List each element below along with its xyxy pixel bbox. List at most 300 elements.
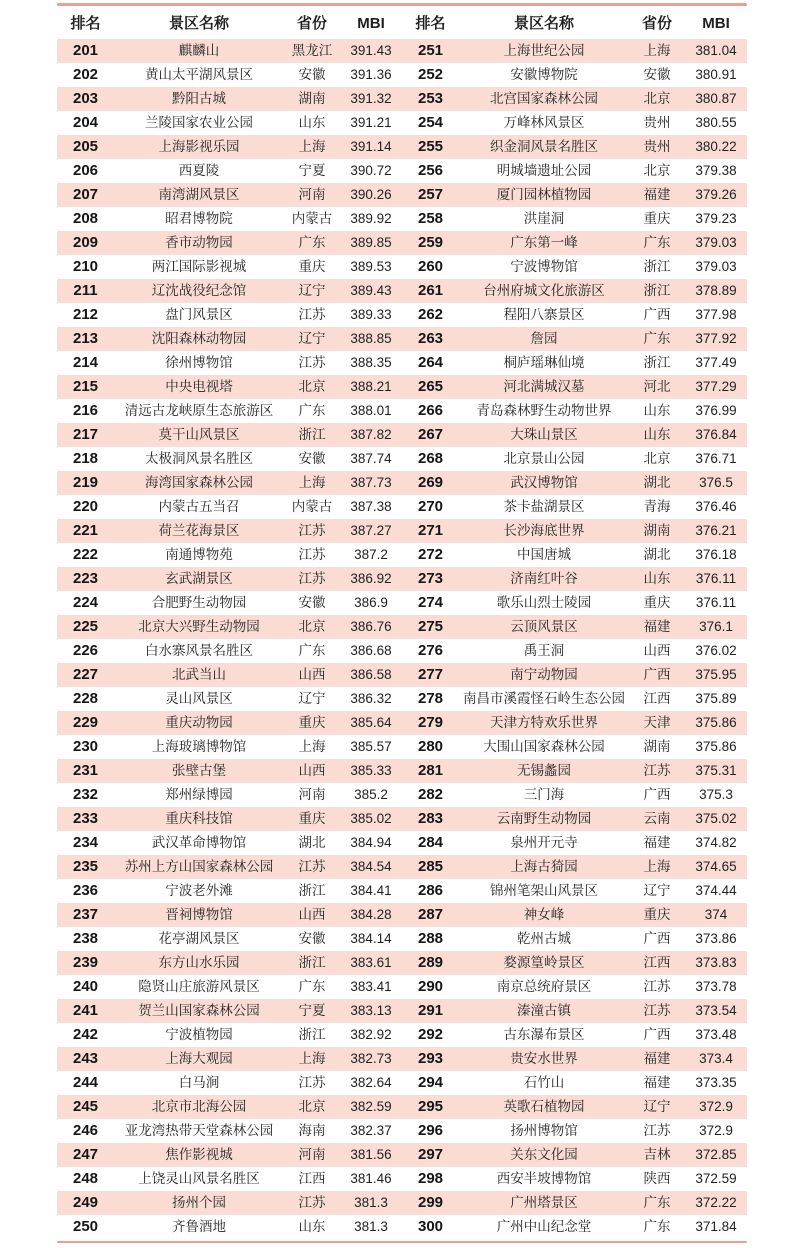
rank-cell-right: 295: [417, 1098, 444, 1115]
header-name-left: 景区名称: [168, 15, 229, 32]
table-row: [57, 447, 747, 471]
province-cell-left: 内蒙古: [291, 499, 333, 514]
scenic-area-name-cell-right: 禹王洞: [523, 643, 565, 658]
rank-cell-left: 237: [72, 906, 99, 923]
scenic-area-name-cell-right: 武汉博物馆: [510, 475, 578, 490]
rank-cell-right: 258: [417, 210, 444, 227]
mbi-cell-left: 387.27: [350, 523, 392, 538]
rank-cell-left: 244: [72, 1074, 99, 1091]
mbi-cell-right: 375.89: [695, 691, 737, 706]
rank-cell-left: 228: [72, 690, 99, 707]
mbi-cell-right: 373.86: [695, 931, 737, 946]
province-cell-right: 湖南: [643, 739, 671, 754]
scenic-area-name-cell-right: 织金洞风景名胜区: [490, 139, 598, 154]
mbi-cell-left: 385.64: [350, 715, 392, 730]
province-cell-left: 河南: [298, 187, 326, 202]
mbi-cell-left: 386.68: [350, 643, 392, 658]
rank-cell-right: 254: [417, 114, 444, 131]
province-cell-left: 浙江: [298, 1027, 326, 1042]
scenic-area-name-cell-left: 中央电视塔: [165, 379, 233, 394]
mbi-cell-left: 387.38: [350, 499, 392, 514]
header-mbi-left: MBI: [357, 15, 385, 32]
province-cell-right: 福建: [643, 835, 671, 850]
mbi-cell-left: 390.26: [350, 187, 392, 202]
scenic-area-name-cell-right: 英歌石植物园: [503, 1099, 585, 1114]
mbi-cell-left: 381.56: [350, 1147, 392, 1162]
scenic-area-name-cell-left: 焦作影视城: [165, 1147, 233, 1162]
province-cell-left: 海南: [298, 1123, 326, 1138]
mbi-cell-left: 387.82: [350, 427, 392, 442]
table-row: [57, 255, 747, 279]
scenic-area-name-cell-left: 花亭湖风景区: [158, 931, 240, 946]
province-cell-right: 天津: [643, 715, 671, 730]
header-rank-left: 排名: [70, 15, 101, 32]
province-cell-left: 江苏: [298, 571, 326, 586]
rank-cell-left: 247: [72, 1146, 99, 1163]
rank-cell-right: 265: [417, 378, 444, 395]
mbi-cell-right: 376.21: [695, 523, 737, 538]
mbi-cell-left: 388.01: [350, 403, 392, 418]
mbi-cell-right: 380.55: [695, 115, 737, 130]
mbi-cell-left: 383.41: [350, 979, 392, 994]
mbi-cell-right: 380.87: [695, 91, 737, 106]
rank-cell-left: 211: [73, 282, 98, 299]
province-cell-right: 上海: [643, 859, 671, 874]
province-cell-left: 上海: [298, 139, 326, 154]
province-cell-left: 北京: [298, 619, 326, 634]
scenic-area-name-cell-right: 歌乐山烈士陵园: [496, 595, 592, 610]
mbi-cell-left: 388.35: [350, 355, 392, 370]
province-cell-left: 安徽: [298, 595, 326, 610]
scenic-area-name-cell-left: 北京市北海公园: [151, 1099, 247, 1114]
scenic-area-name-cell-left: 香市动物园: [165, 235, 233, 250]
table-row: [57, 807, 747, 831]
mbi-cell-right: 375.95: [695, 667, 737, 682]
rank-cell-right: 261: [417, 282, 444, 299]
table-row: [57, 831, 747, 855]
province-cell-left: 山西: [298, 667, 326, 682]
scenic-area-name-cell-right: 大围山国家森林公园: [483, 739, 605, 754]
table-body: [57, 39, 747, 1239]
province-cell-right: 北京: [643, 91, 671, 106]
scenic-area-name-cell-left: 沈阳森林动物园: [151, 331, 247, 346]
rank-cell-left: 233: [72, 810, 99, 827]
province-cell-right: 安徽: [643, 67, 671, 82]
table-row: [57, 183, 747, 207]
mbi-cell-left: 391.21: [350, 115, 392, 130]
province-cell-right: 浙江: [643, 283, 671, 298]
scenic-area-name-cell-left: 上海影视乐园: [158, 139, 240, 154]
rank-cell-right: 257: [417, 186, 444, 203]
mbi-cell-right: 377.92: [695, 331, 737, 346]
rank-cell-right: 275: [417, 618, 444, 635]
mbi-cell-left: 386.76: [350, 619, 392, 634]
rank-cell-right: 290: [417, 978, 444, 995]
scenic-area-name-cell-right: 广州塔景区: [510, 1195, 578, 1210]
scenic-area-name-cell-left: 合肥野生动物园: [151, 595, 247, 610]
scenic-area-name-cell-right: 天津方特欢乐世界: [490, 715, 598, 730]
province-cell-right: 河北: [643, 379, 671, 394]
scenic-area-name-cell-left: 辽沈战役纪念馆: [151, 283, 247, 298]
rank-cell-right: 276: [417, 642, 444, 659]
rank-cell-left: 250: [72, 1218, 99, 1235]
rank-cell-left: 242: [72, 1026, 99, 1043]
mbi-cell-left: 381.46: [350, 1171, 392, 1186]
rank-cell-right: 268: [417, 450, 444, 467]
mbi-cell-right: 376.5: [699, 475, 733, 490]
mbi-cell-right: 380.91: [695, 67, 737, 82]
rank-cell-left: 224: [72, 594, 99, 611]
rank-cell-right: 263: [417, 330, 444, 347]
mbi-cell-left: 387.74: [350, 451, 392, 466]
mbi-cell-left: 381.3: [354, 1195, 388, 1210]
scenic-area-name-cell-right: 南京总统府景区: [496, 979, 592, 994]
scenic-area-name-cell-right: 贵安水世界: [510, 1051, 578, 1066]
province-cell-left: 辽宁: [298, 331, 326, 346]
province-cell-right: 湖北: [643, 547, 671, 562]
province-cell-left: 广东: [298, 235, 326, 250]
table-row: [57, 711, 747, 735]
table-row: [57, 1047, 747, 1071]
province-cell-left: 浙江: [298, 427, 326, 442]
mbi-cell-right: 378.89: [695, 283, 737, 298]
scenic-area-name-cell-right: 明城墙遗址公园: [496, 163, 592, 178]
rank-cell-left: 249: [72, 1194, 99, 1211]
rank-cell-right: 285: [417, 858, 444, 875]
rank-cell-right: 281: [417, 762, 444, 779]
mbi-cell-right: 380.22: [695, 139, 737, 154]
mbi-cell-right: 379.03: [695, 259, 737, 274]
province-cell-right: 吉林: [643, 1147, 671, 1162]
mbi-cell-right: 373.4: [699, 1051, 733, 1066]
rank-cell-left: 238: [72, 930, 99, 947]
mbi-cell-left: 384.28: [350, 907, 392, 922]
scenic-area-name-cell-left: 太极洞风景名胜区: [145, 451, 253, 466]
province-cell-left: 江苏: [298, 523, 326, 538]
rank-cell-right: 272: [417, 546, 444, 563]
mbi-cell-left: 385.2: [354, 787, 388, 802]
scenic-area-name-cell-right: 关东文化园: [510, 1147, 578, 1162]
mbi-cell-left: 384.54: [350, 859, 392, 874]
table-row: [57, 567, 747, 591]
province-cell-left: 辽宁: [298, 691, 326, 706]
rank-cell-left: 206: [72, 162, 99, 179]
province-cell-right: 福建: [643, 187, 671, 202]
rank-cell-right: 253: [417, 90, 444, 107]
province-cell-left: 浙江: [298, 883, 326, 898]
province-cell-right: 广西: [643, 307, 671, 322]
scenic-area-name-cell-right: 北京景山公园: [503, 451, 585, 466]
scenic-area-name-cell-right: 神女峰: [523, 907, 565, 922]
rank-cell-left: 236: [72, 882, 99, 899]
province-cell-left: 河南: [298, 1147, 326, 1162]
mbi-cell-right: 379.38: [695, 163, 737, 178]
mbi-cell-right: 373.54: [695, 1003, 737, 1018]
rank-cell-right: 288: [417, 930, 444, 947]
rank-cell-left: 241: [72, 1002, 99, 1019]
rank-cell-left: 226: [72, 642, 99, 659]
mbi-cell-left: 389.85: [350, 235, 392, 250]
rank-cell-right: 270: [417, 498, 444, 515]
province-cell-right: 重庆: [643, 211, 671, 226]
scenic-area-name-cell-right: 南昌市溪霞怪石岭生态公园: [463, 691, 625, 706]
scenic-area-name-cell-left: 黔阳古城: [172, 91, 226, 106]
mbi-cell-right: 372.22: [695, 1195, 737, 1210]
mbi-cell-left: 381.3: [354, 1219, 388, 1234]
province-cell-right: 广西: [643, 667, 671, 682]
rank-cell-right: 252: [417, 66, 444, 83]
scenic-area-name-cell-left: 重庆动物园: [165, 715, 233, 730]
province-cell-left: 上海: [298, 739, 326, 754]
rank-cell-left: 215: [72, 378, 99, 395]
province-cell-left: 江苏: [298, 1195, 326, 1210]
rank-cell-left: 208: [72, 210, 99, 227]
mbi-cell-left: 387.73: [350, 475, 392, 490]
mbi-cell-right: 375.31: [695, 763, 737, 778]
province-cell-left: 湖北: [298, 835, 326, 850]
table-row: [57, 783, 747, 807]
province-cell-left: 江西: [298, 1171, 326, 1186]
scenic-area-name-cell-left: 西夏陵: [178, 163, 220, 178]
rank-cell-left: 216: [72, 402, 99, 419]
mbi-cell-right: 376.11: [695, 595, 737, 610]
rank-cell-left: 223: [72, 570, 99, 587]
province-cell-left: 广东: [298, 643, 326, 658]
rank-cell-right: 289: [417, 954, 444, 971]
mbi-cell-left: 383.13: [350, 1003, 392, 1018]
table-row: [57, 639, 747, 663]
province-cell-right: 辽宁: [643, 883, 671, 898]
mbi-cell-left: 391.14: [350, 139, 392, 154]
province-cell-left: 湖南: [298, 91, 326, 106]
mbi-cell-left: 384.14: [350, 931, 392, 946]
table-row: [57, 759, 747, 783]
table-row: [57, 735, 747, 759]
table-row: [57, 135, 747, 159]
scenic-area-name-cell-left: 北武当山: [172, 667, 226, 682]
mbi-cell-right: 377.29: [695, 379, 737, 394]
province-cell-right: 广西: [643, 787, 671, 802]
mbi-cell-right: 377.98: [695, 307, 737, 322]
rank-cell-right: 286: [417, 882, 444, 899]
table-row: [57, 1191, 747, 1215]
province-cell-right: 重庆: [643, 595, 671, 610]
scenic-area-name-cell-right: 云南野生动物园: [496, 811, 592, 826]
table-row: [57, 423, 747, 447]
scenic-area-name-cell-left: 内蒙古五当召: [158, 499, 240, 514]
rank-cell-left: 203: [72, 90, 99, 107]
mbi-cell-right: 381.04: [695, 43, 737, 58]
rank-cell-left: 209: [72, 234, 99, 251]
province-cell-right: 山西: [643, 643, 671, 658]
rank-cell-left: 213: [72, 330, 99, 347]
province-cell-left: 江苏: [298, 307, 326, 322]
scenic-area-name-cell-left: 海湾国家森林公园: [145, 475, 253, 490]
mbi-cell-right: 379.03: [695, 235, 737, 250]
province-cell-left: 重庆: [298, 715, 326, 730]
rank-cell-left: 204: [72, 114, 99, 131]
province-cell-right: 陕西: [643, 1171, 671, 1186]
table-row: [57, 927, 747, 951]
header-province-left: 省份: [296, 15, 327, 32]
mbi-cell-right: 372.59: [695, 1171, 737, 1186]
mbi-cell-left: 389.92: [350, 211, 392, 226]
rank-cell-left: 231: [72, 762, 99, 779]
rank-cell-right: 278: [417, 690, 444, 707]
scenic-area-name-cell-left: 重庆科技馆: [165, 811, 233, 826]
mbi-cell-left: 388.85: [350, 331, 392, 346]
mbi-cell-right: 379.23: [695, 211, 737, 226]
rank-cell-left: 214: [72, 354, 99, 371]
mbi-cell-left: 382.64: [350, 1075, 392, 1090]
scenic-area-name-cell-right: 洪崖洞: [523, 211, 565, 226]
mbi-cell-left: 387.2: [354, 547, 388, 562]
rank-cell-right: 260: [417, 258, 444, 275]
table-row: [57, 999, 747, 1023]
rank-cell-right: 251: [417, 42, 444, 59]
scenic-area-name-cell-right: 广东第一峰: [510, 235, 578, 250]
rank-cell-right: 280: [417, 738, 444, 755]
rank-cell-left: 202: [72, 66, 99, 83]
table-row: [57, 63, 747, 87]
table-row: [57, 879, 747, 903]
rank-cell-left: 218: [72, 450, 99, 467]
table-row: [57, 1143, 747, 1167]
scenic-area-name-cell-left: 上饶灵山风景名胜区: [138, 1171, 260, 1186]
province-cell-left: 安徽: [298, 931, 326, 946]
scenic-area-name-cell-right: 安徽博物院: [510, 67, 578, 82]
mbi-cell-right: 373.83: [695, 955, 737, 970]
province-cell-right: 广西: [643, 931, 671, 946]
province-cell-left: 广东: [298, 403, 326, 418]
scenic-area-name-cell-right: 南宁动物园: [510, 667, 578, 682]
province-cell-right: 江西: [643, 955, 671, 970]
mbi-cell-right: 374.82: [695, 835, 737, 850]
province-cell-left: 山西: [298, 763, 326, 778]
province-cell-left: 安徽: [298, 67, 326, 82]
scenic-area-name-cell-right: 无锡蠡园: [517, 763, 571, 778]
table-header: [57, 9, 747, 39]
mbi-cell-right: 374: [704, 907, 728, 922]
rank-cell-left: 235: [72, 858, 99, 875]
rank-cell-right: 287: [417, 906, 444, 923]
mbi-cell-right: 376.46: [695, 499, 737, 514]
province-cell-left: 广东: [298, 979, 326, 994]
bottom-divider: [57, 1241, 747, 1243]
rank-cell-right: 291: [417, 1002, 444, 1019]
rank-cell-left: 243: [72, 1050, 99, 1067]
mbi-cell-left: 385.02: [350, 811, 392, 826]
mbi-cell-right: 373.48: [695, 1027, 737, 1042]
province-cell-left: 北京: [298, 379, 326, 394]
scenic-area-name-cell-right: 锦州笔架山风景区: [490, 883, 598, 898]
table-row: [57, 207, 747, 231]
rank-cell-right: 267: [417, 426, 444, 443]
table-row: [57, 615, 747, 639]
scenic-area-name-cell-right: 广州中山纪念堂: [496, 1219, 592, 1234]
mbi-cell-left: 382.92: [350, 1027, 392, 1042]
rank-cell-right: 271: [417, 522, 444, 539]
scenic-area-name-cell-left: 徐州博物馆: [165, 355, 233, 370]
mbi-cell-right: 376.02: [695, 643, 737, 658]
scenic-area-name-cell-left: 黄山太平湖风景区: [145, 67, 253, 82]
mbi-cell-right: 375.3: [699, 787, 733, 802]
rank-cell-right: 282: [417, 786, 444, 803]
scenic-area-name-cell-left: 苏州上方山国家森林公园: [124, 859, 274, 874]
scenic-area-name-cell-left: 郑州绿博园: [165, 787, 233, 802]
rank-cell-left: 220: [72, 498, 99, 515]
province-cell-right: 山东: [643, 403, 671, 418]
province-cell-right: 湖北: [643, 475, 671, 490]
mbi-cell-right: 373.78: [695, 979, 737, 994]
mbi-cell-left: 391.43: [350, 43, 392, 58]
table-row: [57, 303, 747, 327]
mbi-cell-left: 389.43: [350, 283, 392, 298]
table-row: [57, 1119, 747, 1143]
province-cell-right: 山东: [643, 571, 671, 586]
rank-cell-right: 298: [417, 1170, 444, 1187]
scenic-area-name-cell-right: 茶卡盐湖景区: [503, 499, 585, 514]
rank-cell-right: 259: [417, 234, 444, 251]
mbi-cell-left: 386.9: [354, 595, 388, 610]
province-cell-left: 辽宁: [298, 283, 326, 298]
province-cell-right: 重庆: [643, 907, 671, 922]
rank-cell-left: 205: [72, 138, 99, 155]
mbi-cell-right: 375.86: [695, 715, 737, 730]
province-cell-left: 重庆: [298, 811, 326, 826]
province-cell-left: 河南: [298, 787, 326, 802]
table-row: [57, 903, 747, 927]
scenic-area-name-cell-right: 上海世纪公园: [503, 43, 585, 58]
mbi-cell-right: 376.1: [699, 619, 733, 634]
table-row: [57, 1023, 747, 1047]
province-cell-right: 贵州: [643, 115, 671, 130]
rank-cell-left: 217: [72, 426, 99, 443]
rank-cell-right: 266: [417, 402, 444, 419]
header-mbi-right: MBI: [702, 15, 730, 32]
province-cell-right: 北京: [643, 451, 671, 466]
mbi-cell-left: 391.36: [350, 67, 392, 82]
rank-cell-right: 279: [417, 714, 444, 731]
scenic-area-name-cell-right: 泉州开元寺: [510, 835, 578, 850]
scenic-area-name-cell-right: 济南红叶谷: [510, 571, 578, 586]
province-cell-left: 江苏: [298, 859, 326, 874]
table-row: [57, 543, 747, 567]
mbi-cell-right: 372.9: [699, 1099, 733, 1114]
scenic-area-name-cell-left: 宁波植物园: [165, 1027, 233, 1042]
table-row: [57, 111, 747, 135]
province-cell-left: 山西: [298, 907, 326, 922]
province-cell-left: 北京: [298, 1099, 326, 1114]
scenic-area-name-cell-left: 东方山水乐园: [158, 955, 240, 970]
mbi-cell-right: 372.9: [699, 1123, 733, 1138]
top-divider: [57, 3, 747, 6]
scenic-area-name-cell-right: 詹园: [530, 331, 558, 346]
scenic-area-name-cell-right: 中国唐城: [517, 547, 571, 562]
scenic-area-name-cell-right: 北宫国家森林公园: [490, 91, 598, 106]
scenic-area-name-cell-right: 上海古猗园: [510, 859, 578, 874]
rank-cell-right: 292: [417, 1026, 444, 1043]
scenic-area-name-cell-right: 青岛森林野生动物世界: [476, 403, 612, 418]
mbi-cell-right: 376.18: [695, 547, 737, 562]
scenic-area-name-cell-left: 贺兰山国家森林公园: [138, 1003, 260, 1018]
rank-cell-right: 296: [417, 1122, 444, 1139]
scenic-area-name-cell-left: 扬州个园: [172, 1195, 226, 1210]
mbi-cell-right: 376.11: [695, 571, 737, 586]
scenic-area-name-cell-right: 扬州博物馆: [510, 1123, 578, 1138]
rank-cell-left: 234: [72, 834, 99, 851]
rank-cell-left: 225: [72, 618, 99, 635]
